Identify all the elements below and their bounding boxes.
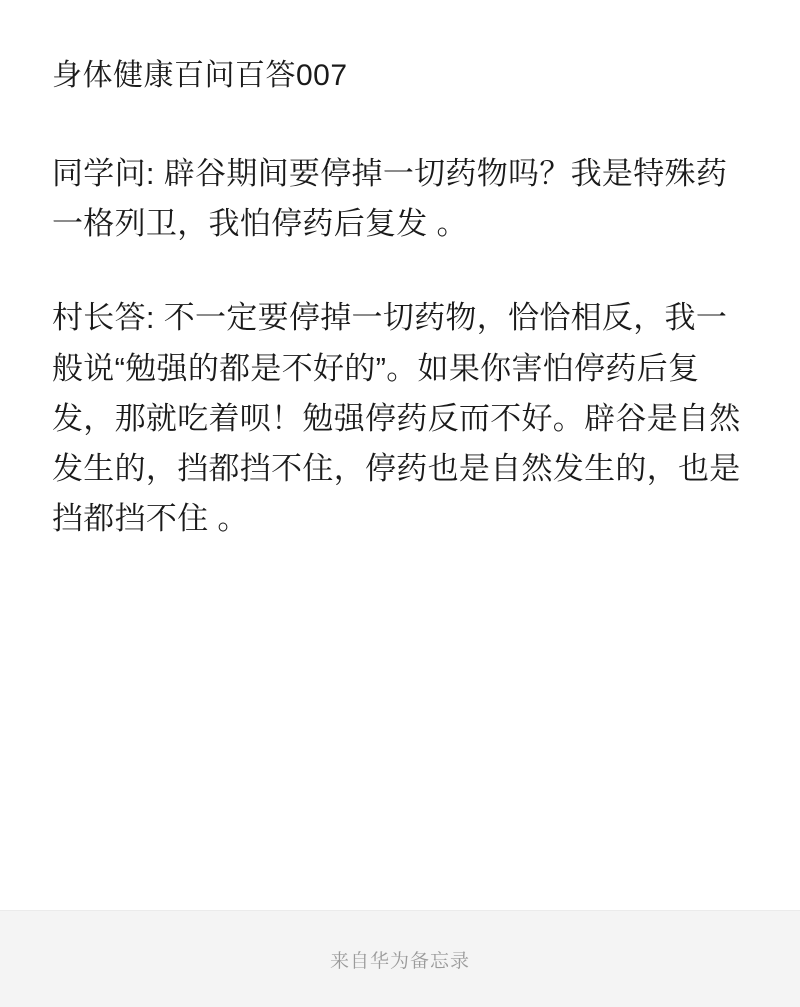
- page-title: 身体健康百问百答007: [52, 59, 348, 92]
- note-source-label: 来自华为备忘录: [329, 950, 470, 972]
- note-paragraph-answer: 村长答: 不一定要停掉一切药物，恰恰相反，我一般说“勉强的都是不好的”。如果你害怕停药后复发，那就吃着呗！勉强停药反而不好。辟谷是自然发生的，挡都挡不住，停药也是自然发生的，也是挡都挡不住 。: [52, 300, 741, 537]
- note-paragraph-question: 同学问: 辟谷期间要停掉一切药物吗？我是特殊药一格列卫，我怕停药后复发 。: [52, 156, 728, 242]
- note-footer: [0, 910, 800, 1007]
